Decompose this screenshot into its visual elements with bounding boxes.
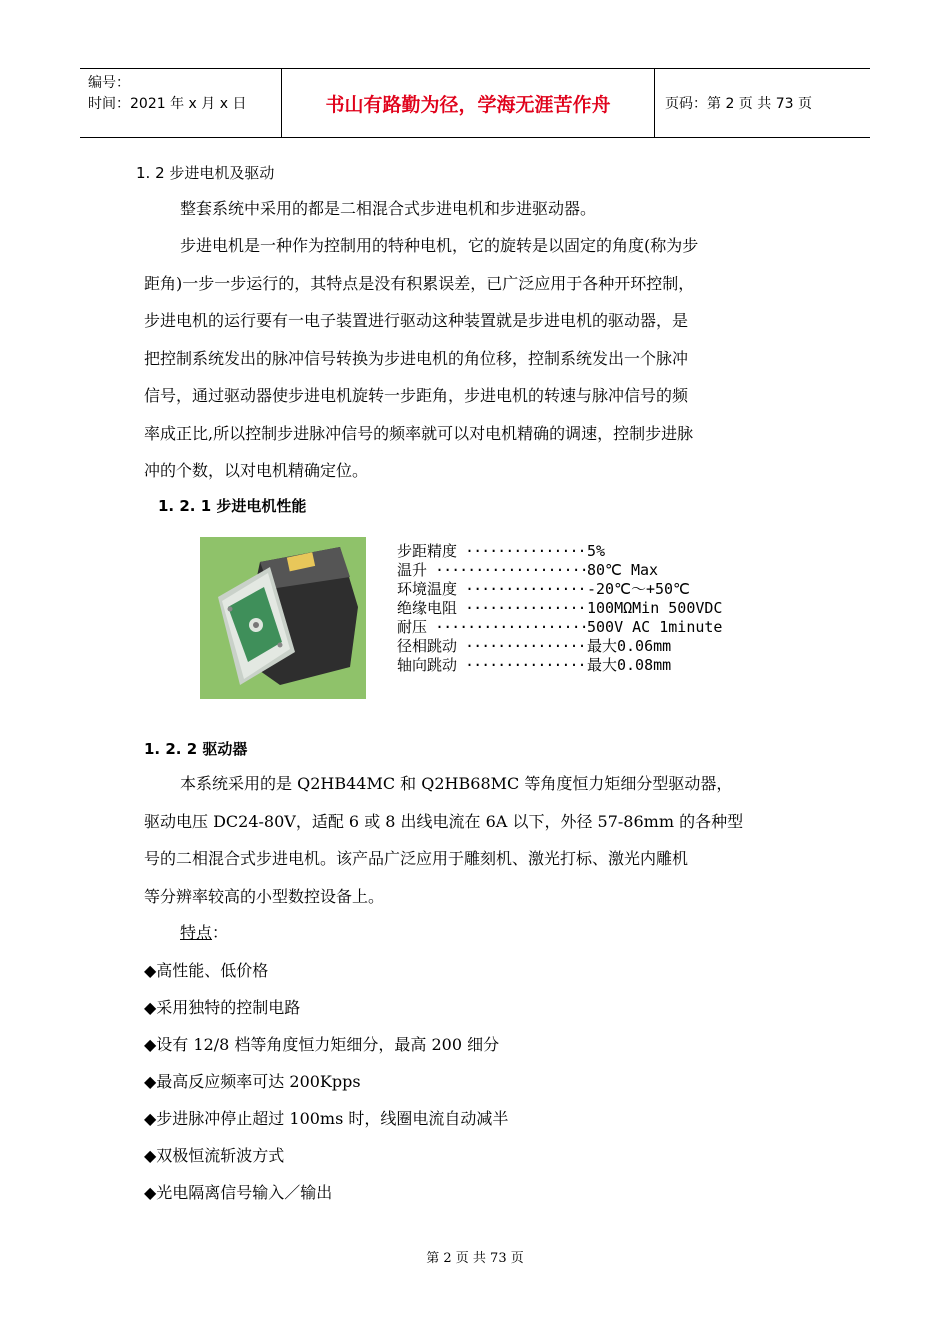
- feature-item: ◆步进脉冲停止超过 100ms 时，线圈电流自动减半: [144, 1109, 509, 1128]
- paragraph-line: 信号，通过驱动器使步进电机旋转一步距角，步进电机的转速与脉冲信号的频: [144, 386, 689, 405]
- features-colon: ：: [212, 923, 229, 942]
- spec-value: 100MΩMin 500VDC: [587, 599, 723, 617]
- header-meta: [80, 69, 282, 137]
- paragraph-line: 距角)一步一步运行的，其特点是没有积累误差，已广泛应用于各种开环控制，: [144, 273, 695, 293]
- paragraph-line: 冲的个数，以对电机精确定位。: [144, 461, 369, 480]
- features-label: 特点: [180, 923, 213, 942]
- paragraph-line: 把控制系统发出的脉冲信号转换为步进电机的角位移，控制系统发出一个脉冲: [144, 348, 689, 368]
- time-label: 时间：2021 年 x 月 x 日: [88, 96, 247, 112]
- paragraph-line: 整套系统中采用的都是二相混合式步进电机和步进驱动器。: [180, 199, 597, 218]
- spec-key: 轴向跳动 ·····: [397, 656, 587, 675]
- feature-item: ◆光电隔离信号输入／输出: [144, 1183, 333, 1202]
- paragraph-line: 步进电机的运行要有一电子装置进行驱动这种装置就是步进电机的驱动器，是: [144, 311, 689, 330]
- features-label-line: [144, 914, 816, 952]
- motor-illustration: [200, 537, 366, 699]
- paragraph-stepper-motor: [144, 227, 816, 490]
- spec-value: 最大0.06mm: [587, 637, 672, 655]
- spec-row: [397, 561, 722, 580]
- heading-1-2: 1. 2 步进电机及驱动: [136, 164, 275, 182]
- header-page-info: 页码：第 2 页 共 73 页: [665, 96, 812, 112]
- spec-row: [397, 656, 722, 675]
- paragraph-driver: [144, 765, 816, 915]
- spec-row: [397, 542, 722, 561]
- spec-key: 环境温度 ·····: [397, 580, 587, 599]
- spec-row: [397, 599, 722, 618]
- paragraph-line: 等分辨率较高的小型数控设备上。: [144, 886, 385, 906]
- paragraph-line: 本系统采用的是 Q2HB44MC 和 Q2HB68MC 等角度恒力矩细分型驱动器，: [180, 774, 733, 793]
- page-footer: 第 2 页 共 73 页: [426, 1251, 524, 1266]
- spec-row: [397, 580, 722, 599]
- spec-key: 步距精度 ·····: [397, 542, 587, 561]
- feature-item: ◆设有 12/8 档等角度恒力矩细分，最高 200 细分: [144, 1035, 500, 1054]
- paragraph-line: 步进电机是一种作为控制用的特种电机，它的旋转是以固定的角度(称为步: [180, 236, 699, 255]
- number-label: 编号：: [88, 75, 130, 91]
- heading-1-2-1: 1. 2. 1 步进电机性能: [158, 497, 307, 515]
- feature-item: ◆高性能、低价格: [144, 961, 269, 980]
- spec-value: 500V AC 1minute: [587, 618, 723, 636]
- spec-value: 5%: [587, 542, 606, 560]
- heading-1-2-2: 1. 2. 2 驱动器: [144, 740, 248, 758]
- header-motto: 书山有路勤为径，学海无涯苦作舟: [282, 69, 655, 137]
- feature-item: ◆采用独特的控制电路: [144, 998, 301, 1017]
- spec-key: 耐压 ·····: [397, 618, 587, 637]
- stepper-motor-photo: [200, 537, 366, 699]
- page-header: [80, 68, 870, 138]
- paragraph-intro: [144, 190, 816, 228]
- paragraph-line: 驱动电压 DC24-80V，适配 6 或 8 出线电流在 6A 以下，外径 57-86mm 的各种型: [144, 811, 744, 831]
- feature-item: ◆最高反应频率可达 200Kpps: [144, 1072, 361, 1091]
- spec-value: 最大0.08mm: [587, 656, 672, 674]
- feature-item: ◆双极恒流斩波方式: [144, 1146, 285, 1165]
- spec-key: 径相跳动 ·····: [397, 637, 587, 656]
- spec-row: [397, 637, 722, 656]
- features-label-wrap: [144, 914, 816, 952]
- spec-key: 温升 ·····: [397, 561, 587, 580]
- spec-row: [397, 618, 722, 637]
- spec-key: 绝缘电阻 ·····: [397, 599, 587, 618]
- spec-value: -20℃～+50℃: [587, 580, 690, 598]
- paragraph-line: 率成正比,所以控制步进脉冲信号的频率就可以对电机精确的调速，控制步进脉: [144, 423, 694, 443]
- spec-value: 80℃ Max: [587, 561, 659, 579]
- paragraph-line: 号的二相混合式步进电机。该产品广泛应用于雕刻机、激光打标、激光内雕机: [144, 849, 689, 868]
- motor-spec-table: [397, 542, 722, 675]
